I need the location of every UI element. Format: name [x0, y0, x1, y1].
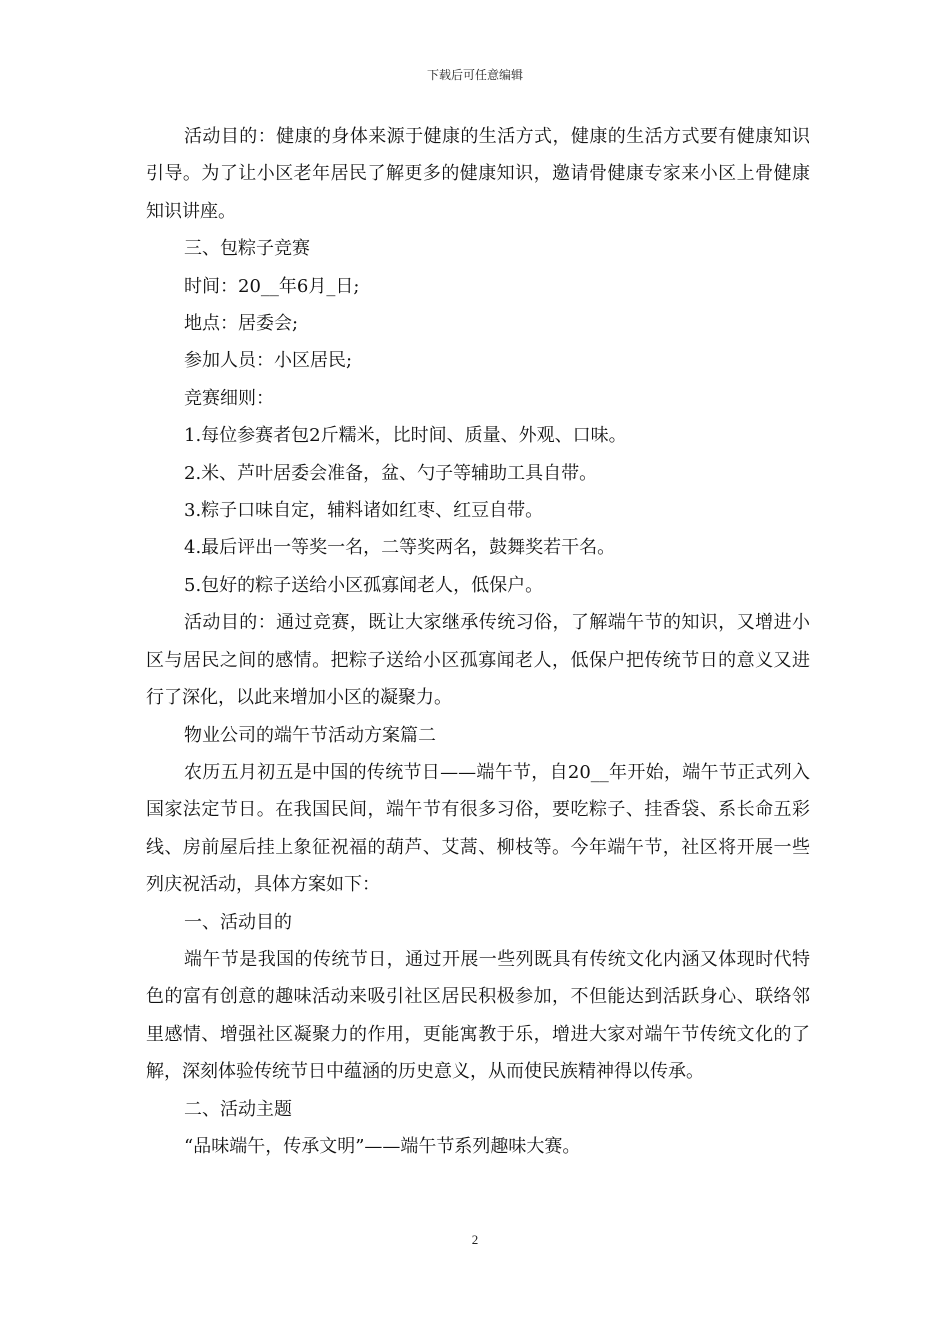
- heading-activity-purpose: 一、活动目的: [184, 911, 292, 933]
- heading-zongzi-contest: 三、包粽子竞赛: [184, 238, 310, 260]
- paragraph-contest-goal: 活动目的：通过竞赛，既让大家继承传统习俗，了解端午节的知识，又增进小区与居民之间的感情。把粽子送给小区孤寡闻老人，低保户把传统节日的意义又进行了深化，以此来增加小区的凝聚力。: [146, 612, 810, 709]
- page-number: 2: [471, 1232, 479, 1247]
- rule-item-1: 1.每位参赛者包2斤糯米，比时间、质量、外观、口味。: [184, 425, 627, 447]
- section-title-part-two: 物业公司的端午节活动方案篇二: [184, 724, 436, 746]
- rule-item-5: 5.包好的粽子送给小区孤寡闻老人，低保户。: [184, 574, 544, 596]
- paragraph-time: 时间：20__年6月_日;: [184, 275, 360, 297]
- paragraph-activity-purpose: 端午节是我国的传统节日，通过开展一些列既具有传统文化内涵又体现时代特色的富有创意的趣味活动来吸引社区居民积极参加，不但能达到活跃身心、联络邻里感情、增强社区凝聚力的作用，更能寓教于乐，增进大家对端午节传统文化的了解，深刻体验传统节日中蕴涵的历史意义，从而使民族精神得以传承。: [146, 948, 810, 1083]
- paragraph-activity-theme: “品味端午，传承文明”——端午节系列趣味大赛。: [184, 1135, 581, 1157]
- paragraph-rules-label: 竞赛细则：: [184, 387, 274, 409]
- rule-item-2: 2.米、芦叶居委会准备，盆、勺子等辅助工具自带。: [184, 462, 598, 484]
- rule-item-4: 4.最后评出一等奖一名，二等奖两名，鼓舞奖若干名。: [184, 537, 616, 559]
- rule-item-3: 3.粽子口味自定，辅料诸如红枣、红豆自带。: [184, 500, 544, 522]
- page-header: 下载后可任意编辑: [426, 68, 523, 82]
- document-body: [146, 118, 810, 1165]
- paragraph-intro: 农历五月初五是中国的传统节日——端午节，自20__年开始，端午节正式列入国家法定节日。在我国民间，端午节有很多习俗，要吃粽子、挂香袋、系长命五彩线、房前屋后挂上象征祝福的葫芦、艾蒿、柳枝等。今年端午节，社区将开展一些列庆祝活动，具体方案如下：: [146, 761, 810, 896]
- paragraph-health-goal: 活动目的：健康的身体来源于健康的生活方式，健康的生活方式要有健康知识引导。为了让小区老年居民了解更多的健康知识，邀请骨健康专家来小区上骨健康知识讲座。: [146, 126, 810, 222]
- heading-activity-theme: 二、活动主题: [184, 1098, 292, 1120]
- paragraph-participants: 参加人员：小区居民;: [184, 350, 353, 372]
- paragraph-location: 地点：居委会;: [184, 313, 299, 335]
